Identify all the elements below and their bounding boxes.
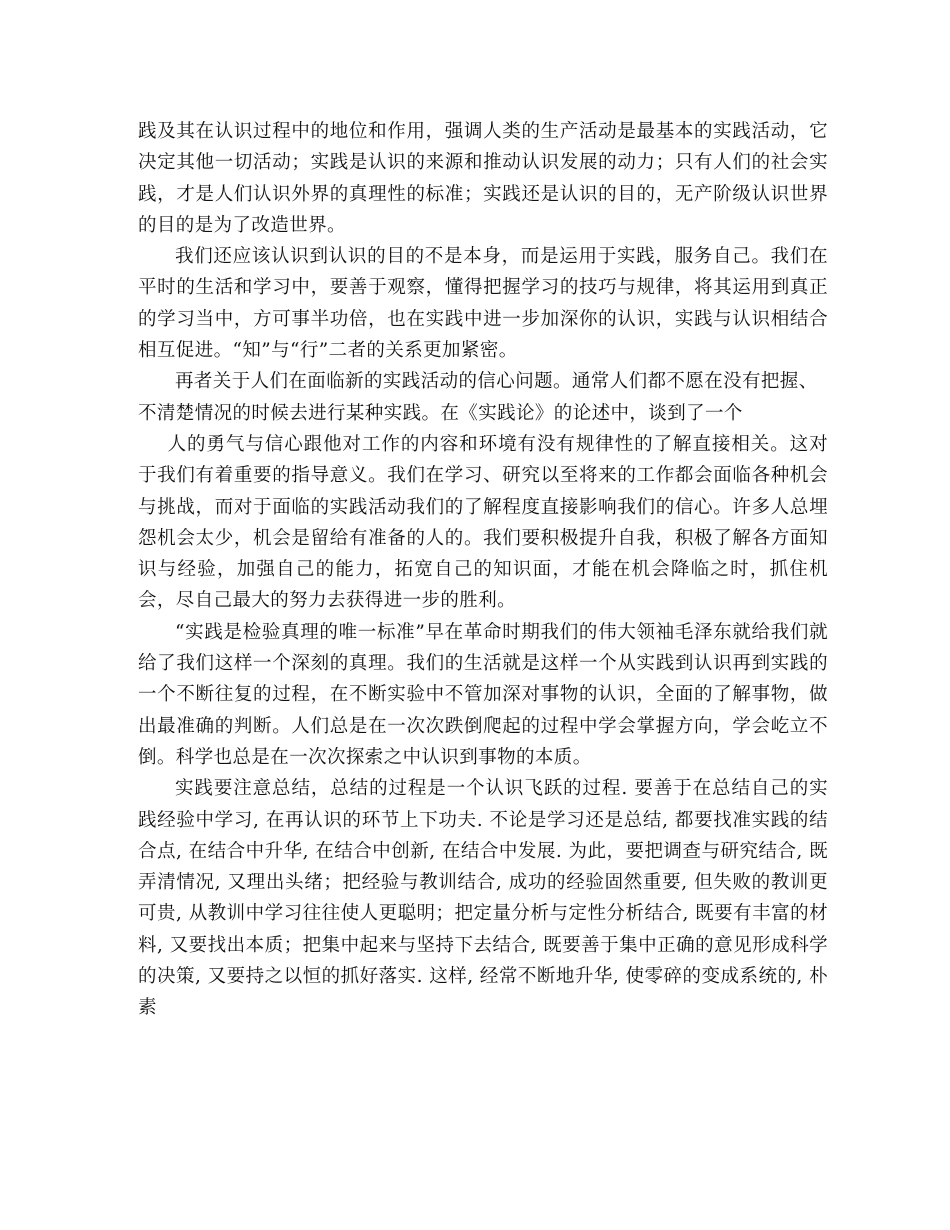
- paragraph-3: 再者关于人们在面临新的实践活动的信心问题。通常人们都不愿在没有把握、不清楚情况的时候去进行某种实践。在《实践论》的论述中，谈到了一个: [138, 371, 818, 424]
- paragraph-4: 人的勇气与信心跟他对工作的内容和环境有没有规律性的了解直接相关。这对于我们有着重要的指导意义。我们在学习、研究以至将来的工作都会面临各种机会与挑战，而对于面临的实践活动我们的了解程度直接影响我们的信心。许多人总埋怨机会太少，机会是留给有准备的人的。我们要积极提升自我，积极了解各方面知识与经验，加强自己的能力，拓宽自己的知识面，才能在机会降临之时，抓住机会，尽自己最大的努力去获得进一步的胜利。: [138, 433, 828, 612]
- paragraph-2: 我们还应该认识到认识的目的不是本身，而是运用于实践，服务自己。我们在平时的生活和学习中，要善于观察，懂得把握学习的技巧与规律，将其运用到真正的学习当中，方可事半功倍，也在实践中进一步加深你的认识，实践与认识相结合相互促进。“知”与“行”二者的关系更加紧密。: [138, 246, 828, 362]
- paragraph-1: 践及其在认识过程中的地位和作用，强调人类的生产活动是最基本的实践活动，它决定其他一切活动；实践是认识的来源和推动认识发展的动力；只有人们的社会实践，才是人们认识外界的真理性的标准；实践还是认识的目的，无产阶级认识世界的目的是为了改造世界。: [138, 121, 828, 236]
- paragraph-5: “实践是检验真理的唯一标准”早在革命时期我们的伟大领袖毛泽东就给我们就给了我们这样一个深刻的真理。我们的生活就是这样一个从实践到认识再到实践的一个不断往复的过程，在不断实验中不管加深对事物的认识，全面的了解事物，做出最准确的判断。人们总是在一次次跌倒爬起的过程中学会掌握方向，学会屹立不倒。科学也总是在一次次探索之中认识到事物的本质。: [138, 621, 828, 768]
- paragraph-6: 实践要注意总结，总结的过程是一个认识飞跃的过程. 要善于在总结自己的实践经验中学习, 在再认识的环节上下功夫. 不论是学习还是总结, 都要找准实践的结合点, 在结合中升华, 在结合中创新, 在结合中发展. 为此，要把调查与研究结合, 既弄清情况, 又理出头绪；把经验与教训结合, 成功的经验固然重要, 但失败的教训更可贵, 从教训中学习往往使人更聪明；把定量分析与定性分析结合, 既要有丰富的材料, 又要找出本质；把集中起来与坚持下去结合, 既要善于集中正确的意见形成科学的决策, 又要持之以恒的抓好落实. 这样, 经常不断地升华, 使零碎的变成系统的, 朴素: [138, 778, 828, 1019]
- document-body: [138, 116, 828, 1024]
